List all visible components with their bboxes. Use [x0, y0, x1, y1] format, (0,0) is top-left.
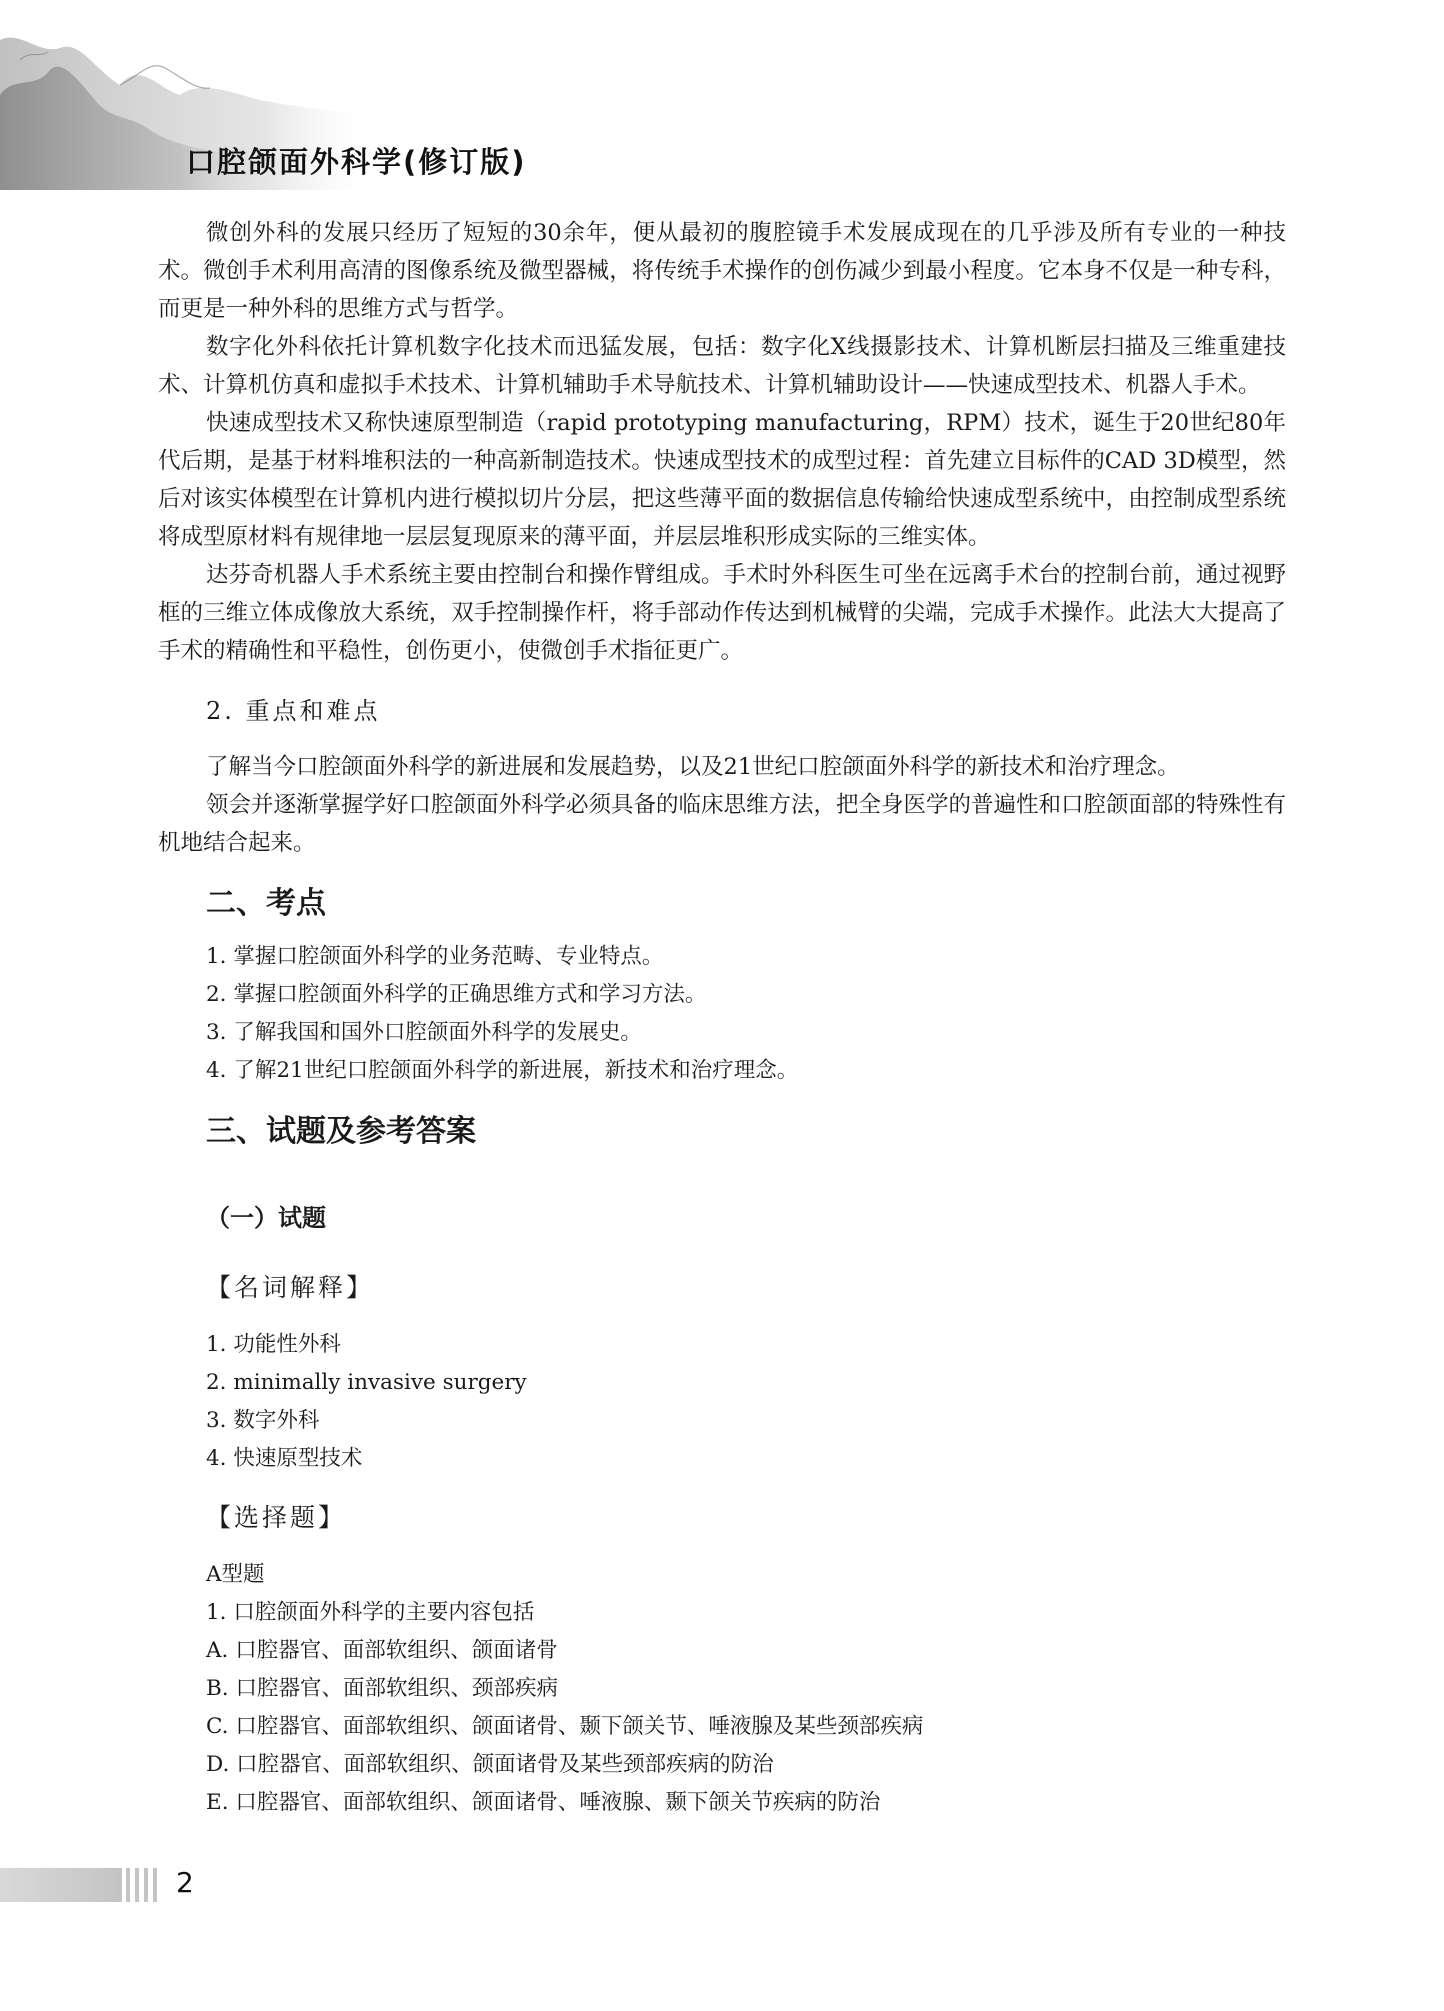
answer-option: C. 口腔器官、面部软组织、颌面诸骨、颞下颌关节、唾液腺及某些颈部疾病	[206, 1714, 924, 1739]
list-item: 4. 了解21世纪口腔颌面外科学的新进展，新技术和治疗理念。	[206, 1058, 799, 1083]
question-subtype-label: A型题	[206, 1562, 265, 1587]
question-type-label: 【名词解释】	[206, 1273, 375, 1302]
answer-option: E. 口腔器官、面部软组织、颌面诸骨、唾液腺、颞下颌关节疾病的防治	[206, 1790, 881, 1815]
question-stem: 1. 口腔颌面外科学的主要内容包括	[206, 1600, 535, 1625]
section-subheading: 2. 重点和难点	[206, 697, 381, 725]
list-item: 1. 掌握口腔颌面外科学的业务范畴、专业特点。	[206, 944, 664, 969]
answer-option: A. 口腔器官、面部软组织、颌面诸骨	[206, 1638, 558, 1663]
list-item: 2. 掌握口腔颌面外科学的正确思维方式和学习方法。	[206, 982, 707, 1007]
subsection-heading: （一）试题	[206, 1204, 326, 1232]
paragraph: 快速成型技术又称快速原型制造（rapid prototyping manufacturing，RPM）技术，诞生于20世纪80年代后期，是基于材料堆积法的一种高新制造技术。快速成型技术的成型过程：首先建立目标件的CAD 3D模型，然后对该实体模型在计算机内进行模拟切片分层，把这些薄平面的数据信息传输给快速成型系统中，由控制成型系统将成型原材料有规律地一层层复现原来的薄平面，并层层堆积形成实际的三维实体。	[158, 410, 1286, 550]
list-item: 4. 快速原型技术	[206, 1446, 363, 1471]
list-item: 2. minimally invasive surgery	[206, 1370, 527, 1395]
footer-decoration-bar	[0, 1868, 122, 1902]
paragraph: 数字化外科依托计算机数字化技术而迅猛发展，包括：数字化X线摄影技术、计算机断层扫描及三维重建技术、计算机仿真和虚拟手术技术、计算机辅助手术导航技术、计算机辅助设计——快速成型技术、机器人手术。	[158, 334, 1286, 398]
page-content	[158, 214, 1286, 1822]
page-number: 2	[176, 1866, 194, 1899]
paragraph: 了解当今口腔颌面外科学的新进展和发展趋势，以及21世纪口腔颌面外科学的新技术和治疗理念。	[206, 754, 1180, 780]
list-item: 3. 数字外科	[206, 1408, 320, 1433]
list-item: 3. 了解我国和国外口腔颌面外科学的发展史。	[206, 1020, 642, 1045]
answer-option: B. 口腔器官、面部软组织、颈部疾病	[206, 1676, 558, 1701]
paragraph: 达芬奇机器人手术系统主要由控制台和操作臂组成。手术时外科医生可坐在远离手术台的控制台前，通过视野框的三维立体成像放大系统，双手控制操作杆，将手部动作传达到机械臂的尖端，完成手术操作。此法大大提高了手术的精确性和平稳性，创伤更小，使微创手术指征更广。	[158, 562, 1287, 664]
paragraph: 领会并逐渐掌握学好口腔颌面外科学必须具备的临床思维方法，把全身医学的普遍性和口腔颌面部的特殊性有机地结合起来。	[158, 792, 1287, 856]
list-item: 1. 功能性外科	[206, 1332, 341, 1357]
question-type-label: 【选择题】	[206, 1503, 347, 1532]
section-heading: 二、考点	[206, 886, 326, 921]
book-title: 口腔颌面外科学(修订版)	[186, 145, 527, 179]
section-heading: 三、试题及参考答案	[206, 1114, 476, 1149]
footer-decoration-lines	[126, 1868, 157, 1902]
answer-option: D. 口腔器官、面部软组织、颌面诸骨及某些颈部疾病的防治	[206, 1752, 774, 1777]
paragraph: 微创外科的发展只经历了短短的30余年，便从最初的腹腔镜手术发展成现在的几乎涉及所有专业的一种技术。微创手术利用高清的图像系统及微型器械，将传统手术操作的创伤减少到最小程度。它本身不仅是一种专科，而更是一种外科的思维方式与哲学。	[158, 220, 1286, 322]
